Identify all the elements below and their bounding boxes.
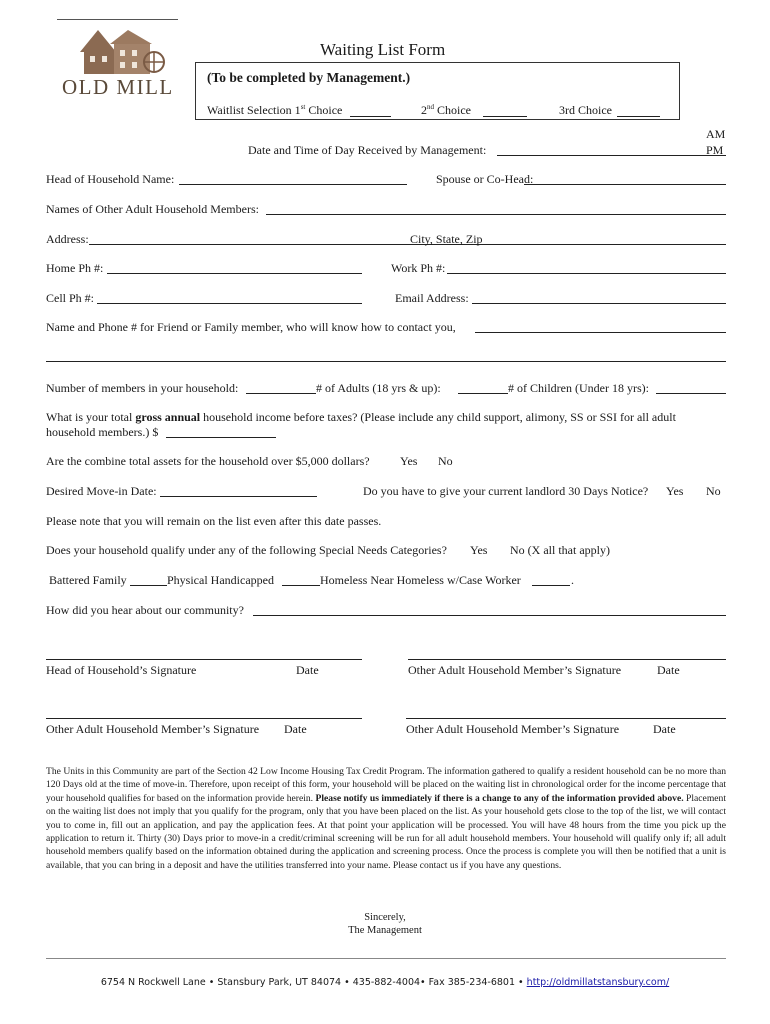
- second-choice-line[interactable]: [483, 116, 527, 117]
- battered-family-line[interactable]: [130, 585, 167, 586]
- other-adults-line[interactable]: [266, 214, 726, 215]
- program-notice: The Units in this Community are part of the Section 42 Low Income Housing Tax Credit Program. The information gathered to qualify a resident household can be no more than 120 Days old at the time of move-in. Therefore, upon receipt of this form, your household will be placed on the waiting list in chronological order for the income percentage that your household qualifies for based on the information provide herein. Please notify us immediately if there is a change to any of the information provided above. Placement on the waiting list does not imply that you qualify for the program, only that you have been placed on the list. As your household gets close to the top of the list, we will contact you to come in, fill out an application, and pay the application fees. At that point your application will be processed. You will have 48 hours from the time you pick up the application to return it. Thirty (30) Days prior to move-in a credit/criminal screening will be run for all adult household members. Your household will qualify only if; all adult household members qualify based on the information obtained during the application and screening process. Once the process is complete you will then be notified that a unit is available, that you can bring in a deposit and have the utilities transferred into your name. Please contact us if you have any questions.: [46, 766, 726, 871]
- assets-yes-option[interactable]: Yes: [400, 454, 418, 468]
- cell-phone-label: Cell Ph #:: [46, 291, 95, 305]
- num-children-label: # of Children (Under 18 yrs):: [508, 381, 649, 395]
- logo-top-rule: [57, 19, 178, 20]
- date-received-line[interactable]: [497, 155, 702, 156]
- first-choice-line[interactable]: [350, 116, 391, 117]
- num-members-line[interactable]: [246, 393, 316, 394]
- other-signature-line-1[interactable]: [408, 659, 726, 660]
- how-hear-label: How did you hear about our community?: [46, 603, 244, 617]
- num-adults-label: # of Adults (18 yrs & up):: [316, 381, 441, 395]
- friend-contact-label: Name and Phone # for Friend or Family member, who will know how to contact you,: [46, 320, 456, 334]
- waitlist-selection-label: Waitlist Selection 1st Choice: [207, 103, 343, 117]
- head-of-household-line[interactable]: [179, 184, 407, 185]
- num-children-line[interactable]: [656, 393, 726, 394]
- page-title: Waiting List Form: [320, 40, 446, 59]
- home-phone-label: Home Ph #:: [46, 261, 104, 275]
- other-adults-label: Names of Other Adult Household Members:: [46, 202, 259, 216]
- head-signature-line[interactable]: [46, 659, 362, 660]
- am-label: AM: [706, 127, 726, 141]
- income-question-line2: household members.) $: [46, 425, 159, 439]
- address-line[interactable]: [89, 244, 726, 245]
- income-question: What is your total gross annual household income before taxes? (Please include any child support, alimony, SS or SSI for all adult: [46, 410, 676, 424]
- email-line[interactable]: [472, 303, 726, 304]
- email-label: Email Address:: [395, 291, 469, 305]
- physical-handicapped-line[interactable]: [282, 585, 320, 586]
- assets-no-option[interactable]: No: [438, 454, 453, 468]
- homeless-label: Homeless Near Homeless w/Case Worker: [320, 573, 521, 587]
- friend-contact-line-2[interactable]: [46, 361, 726, 362]
- homeless-period: .: [571, 573, 574, 587]
- third-choice-label: 3rd Choice: [559, 103, 612, 117]
- other-signature-label-3: Other Adult Household Member’s Signature: [406, 722, 620, 736]
- other-signature-line-3[interactable]: [406, 718, 726, 719]
- head-signature-date-label: Date: [296, 663, 319, 677]
- city-state-zip-label: City, State, Zip: [410, 232, 483, 246]
- website-link[interactable]: http://oldmillatstansbury.com/: [526, 977, 670, 988]
- landlord-no-option[interactable]: No: [706, 484, 721, 498]
- move-in-label: Desired Move-in Date:: [46, 484, 157, 498]
- other-signature-label-2: Other Adult Household Member’s Signature: [46, 722, 260, 736]
- pm-label: PM: [706, 143, 724, 157]
- work-phone-label: Work Ph #:: [391, 261, 446, 275]
- landlord-question: Do you have to give your current landlord 30 Days Notice?: [363, 484, 649, 498]
- management-box-heading: (To be completed by Management.): [207, 70, 411, 85]
- other-signature-line-2[interactable]: [46, 718, 362, 719]
- logo-text: OLD MILL: [62, 75, 174, 99]
- num-members-label: Number of members in your household:: [46, 381, 239, 395]
- address-label: Address:: [46, 232, 89, 246]
- cell-phone-line[interactable]: [97, 303, 362, 304]
- work-phone-line[interactable]: [447, 273, 726, 274]
- footer-rule: [46, 958, 726, 959]
- sincerely-text: Sincerely,: [364, 912, 406, 923]
- head-signature-label: Head of Household’s Signature: [46, 663, 197, 677]
- assets-question: Are the combine total assets for the household over $5,000 dollars?: [46, 454, 370, 468]
- special-needs-question: Does your household qualify under any of the following Special Needs Categories?: [46, 543, 447, 557]
- how-hear-line[interactable]: [253, 615, 726, 616]
- special-yes-option[interactable]: Yes: [470, 543, 488, 557]
- management-signoff: The Management: [348, 925, 422, 936]
- second-choice-label: 2nd Choice: [421, 103, 471, 117]
- third-choice-line[interactable]: [617, 116, 660, 117]
- friend-contact-line[interactable]: [475, 332, 726, 333]
- other-signature-label-1: Other Adult Household Member’s Signature: [408, 663, 622, 677]
- battered-family-label: Battered Family: [49, 573, 127, 587]
- home-phone-line[interactable]: [107, 273, 362, 274]
- date-received-label: Date and Time of Day Received by Management:: [248, 143, 487, 157]
- other-signature-date-label-2: Date: [284, 722, 307, 736]
- footer-contact: [0, 977, 770, 988]
- physical-handicapped-label: Physical Handicapped: [167, 573, 274, 587]
- head-of-household-label: Head of Household Name:: [46, 172, 175, 186]
- footer-address: 6754 N Rockwell Lane • Stansbury Park, UT 84074 • 435-882-4004• Fax 385-234-6801 •: [100, 977, 527, 988]
- special-no-option[interactable]: No (X all that apply): [510, 543, 610, 557]
- num-adults-line[interactable]: [458, 393, 508, 394]
- remain-note: Please note that you will remain on the list even after this date passes.: [46, 514, 382, 528]
- other-signature-date-label-1: Date: [657, 663, 680, 677]
- income-amount-line[interactable]: [166, 437, 276, 438]
- landlord-yes-option[interactable]: Yes: [666, 484, 684, 498]
- pm-underline: [702, 155, 726, 156]
- spouse-label: Spouse or Co-Head:: [436, 172, 534, 186]
- spouse-line[interactable]: [524, 184, 726, 185]
- other-signature-date-label-3: Date: [653, 722, 676, 736]
- mill-building-icon: [70, 24, 166, 74]
- homeless-line[interactable]: [532, 585, 570, 586]
- move-in-line[interactable]: [160, 496, 317, 497]
